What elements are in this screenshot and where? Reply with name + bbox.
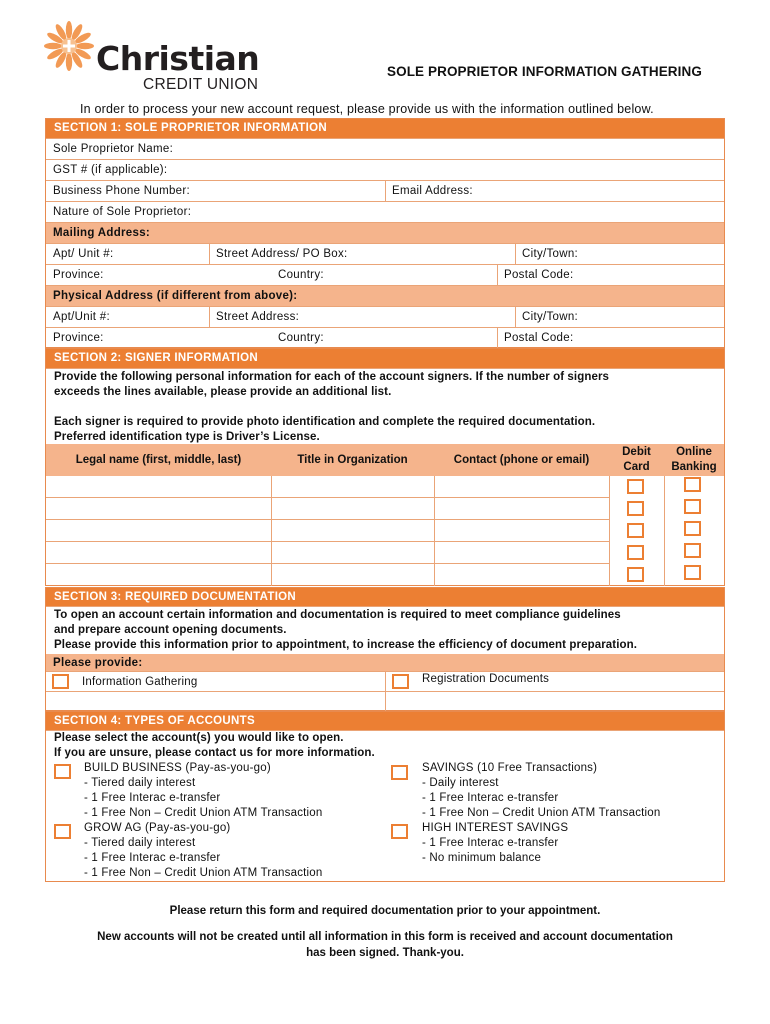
physical-postal-field[interactable]: Postal Code: — [504, 332, 574, 344]
online-banking-checkbox-5[interactable] — [684, 565, 701, 580]
signer-row-5[interactable] — [46, 564, 609, 586]
debit-card-checkbox-5[interactable] — [627, 567, 644, 582]
build-business-feature: - Tiered daily interest — [84, 777, 196, 789]
form-title: SOLE PROPRIETOR INFORMATION GATHERING — [387, 64, 702, 79]
christian-credit-union-logo — [42, 12, 312, 94]
signer-table-header — [46, 444, 724, 476]
phone-email-row — [46, 181, 724, 202]
mailing-address-label: Mailing Address: — [53, 227, 151, 239]
mailing-province-row — [46, 265, 724, 286]
high-interest-savings-feature: - No minimum balance — [422, 852, 542, 864]
col-legal-name: Legal name (first, middle, last) — [75, 453, 242, 466]
divider — [664, 476, 665, 586]
please-provide-label: Please provide: — [53, 656, 143, 669]
registration-documents-checkbox[interactable] — [392, 674, 409, 689]
accounts-instruction-1: Please select the account(s) you would like to open. — [54, 732, 344, 744]
savings-feature: - 1 Free Interac e-transfer — [422, 792, 559, 804]
intro-text: In order to process your new account request, please provide us with the information outlined below. — [80, 102, 654, 116]
information-gathering-label: Information Gathering — [82, 676, 198, 688]
build-business-title: BUILD BUSINESS (Pay-as-you-go) — [84, 762, 271, 774]
build-business-feature: - 1 Free Non – Credit Union ATM Transaction — [84, 807, 323, 819]
build-business-feature: - 1 Free Interac e-transfer — [84, 792, 221, 804]
divider — [46, 691, 724, 692]
savings-option — [422, 761, 660, 821]
mailing-province-field[interactable]: Province: — [53, 269, 104, 281]
high-interest-savings-title: HIGH INTEREST SAVINGS — [422, 822, 569, 834]
col-debit-line1: Debit — [622, 446, 651, 458]
physical-address-heading — [46, 286, 724, 307]
email-field[interactable]: Email Address: — [392, 185, 473, 197]
section-4-box — [45, 711, 725, 882]
debit-card-checkbox-2[interactable] — [627, 501, 644, 516]
signer-instruction-1b: exceeds the lines available, please provide an additional list. — [54, 386, 392, 398]
savings-feature: - 1 Free Non – Credit Union ATM Transaction — [422, 807, 661, 819]
high-interest-savings-feature: - 1 Free Interac e-transfer — [422, 837, 559, 849]
build-business-checkbox[interactable] — [54, 764, 71, 779]
signer-instruction-1a: Provide the following personal information for each of the account signers. If the number of signers — [54, 371, 610, 383]
physical-apt-field[interactable]: Apt/Unit #: — [53, 311, 110, 323]
col-title: Title in Organization — [297, 453, 408, 466]
mailing-apt-field[interactable]: Apt/ Unit #: — [53, 248, 114, 260]
business-phone-field[interactable]: Business Phone Number: — [53, 185, 191, 197]
grow-ag-feature: - 1 Free Interac e-transfer — [84, 852, 221, 864]
build-business-option — [84, 761, 322, 821]
mailing-postal-field[interactable]: Postal Code: — [504, 269, 574, 281]
nature-row[interactable] — [46, 202, 724, 223]
section-3-heading: SECTION 3: REQUIRED DOCUMENTATION — [46, 588, 724, 607]
mailing-city-field[interactable]: City/Town: — [522, 248, 579, 260]
high-interest-savings-checkbox[interactable] — [391, 824, 408, 839]
signer-row-2[interactable] — [46, 498, 609, 520]
nature-label: Nature of Sole Proprietor: — [53, 206, 192, 218]
doc-instruction-2: and prepare account opening documents. — [54, 624, 287, 636]
col-debit-card — [609, 444, 664, 476]
information-gathering-checkbox[interactable] — [52, 674, 69, 689]
sole-proprietor-name-row[interactable] — [46, 139, 724, 160]
debit-card-checkbox-4[interactable] — [627, 545, 644, 560]
sunburst-logo-icon — [42, 12, 102, 82]
debit-card-checkbox-1[interactable] — [627, 479, 644, 494]
documentation-options — [46, 672, 724, 711]
signer-instruction-2b: Preferred identification type is Driver’s License. — [54, 431, 320, 443]
col-online-line1: Online — [676, 446, 712, 458]
doc-instruction-1: To open an account certain information and documentation is required to meet compliance guidelines — [54, 609, 621, 621]
sole-proprietor-name-label: Sole Proprietor Name: — [53, 143, 174, 155]
section-3-box — [45, 587, 725, 711]
col-online-banking — [664, 444, 724, 476]
footer-account-notice-line2: has been signed. Thank-you. — [306, 947, 464, 959]
online-banking-checkbox-4[interactable] — [684, 543, 701, 558]
mailing-street-row — [46, 244, 724, 265]
col-contact: Contact (phone or email) — [453, 453, 590, 466]
please-provide-heading — [46, 654, 724, 672]
mailing-country-field[interactable]: Country: — [278, 269, 324, 281]
mailing-address-heading — [46, 223, 724, 244]
physical-province-field[interactable]: Province: — [53, 332, 104, 344]
savings-checkbox[interactable] — [391, 765, 408, 780]
mailing-street-field[interactable]: Street Address/ PO Box: — [216, 248, 348, 260]
footer-account-notice — [40, 929, 730, 961]
section-1-box — [45, 118, 725, 348]
section-1-heading: SECTION 1: SOLE PROPRIETOR INFORMATION — [46, 119, 724, 139]
physical-street-row — [46, 307, 724, 328]
signer-row-4[interactable] — [46, 542, 609, 564]
physical-address-label: Physical Address (if different from above): — [53, 290, 298, 302]
logo-subtitle: CREDIT UNION — [143, 76, 259, 93]
physical-province-row — [46, 328, 724, 348]
doc-instruction-3: Please provide this information prior to appointment, to increase the efficiency of document preparation. — [54, 639, 638, 651]
online-banking-checkbox-1[interactable] — [684, 477, 701, 492]
savings-feature: - Daily interest — [422, 777, 499, 789]
physical-country-field[interactable]: Country: — [278, 332, 324, 344]
section-2-box — [45, 348, 725, 586]
divider — [609, 476, 610, 586]
accounts-instruction-2: If you are unsure, please contact us for more information. — [54, 747, 375, 759]
documentation-instructions — [46, 607, 724, 653]
grow-ag-checkbox[interactable] — [54, 824, 71, 839]
online-banking-checkbox-2[interactable] — [684, 499, 701, 514]
grow-ag-option — [84, 821, 322, 881]
grow-ag-title: GROW AG (Pay-as-you-go) — [84, 822, 231, 834]
signer-instruction-2a: Each signer is required to provide photo identification and complete the required documentation. — [54, 416, 596, 428]
grow-ag-feature: - Tiered daily interest — [84, 837, 196, 849]
gst-label: GST # (if applicable): — [53, 164, 168, 176]
registration-documents-label: Registration Documents — [422, 673, 550, 685]
physical-street-field[interactable]: Street Address: — [216, 311, 300, 323]
high-interest-savings-option — [422, 821, 568, 866]
signer-instructions — [46, 369, 724, 445]
footer-account-notice-line1: New accounts will not be created until all information in this form is received and account documentation — [97, 931, 673, 943]
col-debit-line2: Card — [623, 461, 650, 473]
signer-row-3[interactable] — [46, 520, 609, 542]
col-online-line2: Banking — [671, 461, 717, 473]
savings-title: SAVINGS (10 Free Transactions) — [422, 762, 598, 774]
logo-wordmark: Christian — [96, 39, 260, 78]
physical-city-field[interactable]: City/Town: — [522, 311, 579, 323]
gst-row[interactable] — [46, 160, 724, 181]
section-2-heading: SECTION 2: SIGNER INFORMATION — [46, 349, 724, 369]
signer-row-1[interactable] — [46, 476, 609, 498]
footer-return-notice: Please return this form and required documentation prior to your appointment. — [169, 905, 601, 917]
grow-ag-feature: - 1 Free Non – Credit Union ATM Transaction — [84, 867, 323, 879]
section-4-heading: SECTION 4: TYPES OF ACCOUNTS — [46, 712, 724, 731]
online-banking-checkbox-3[interactable] — [684, 521, 701, 536]
debit-card-checkbox-3[interactable] — [627, 523, 644, 538]
signer-table-body — [46, 476, 724, 586]
